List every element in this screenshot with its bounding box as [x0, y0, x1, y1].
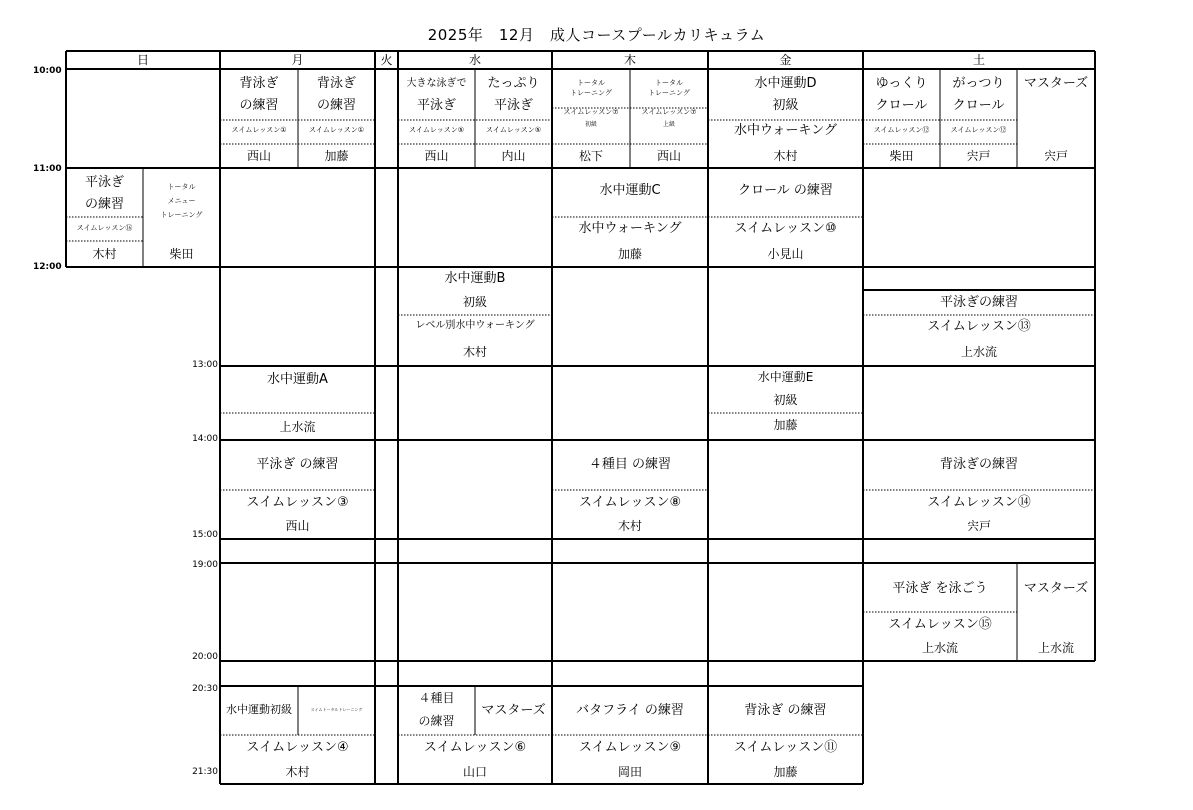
lesson-course: スイムレッスン⑧ — [578, 495, 682, 510]
lesson-course: スイムレッスン⑫ — [950, 126, 1007, 134]
lesson-title: 背泳ぎ — [239, 76, 279, 91]
lesson-teacher: 西山 — [285, 519, 310, 533]
lesson-title: がっつり — [952, 76, 1005, 91]
lesson-title-2: マスターズ — [481, 703, 546, 718]
lesson-teacher: 小見山 — [767, 247, 804, 261]
time-label: 15:00 — [192, 530, 218, 540]
lesson-course: スイムレッスン⑥ — [423, 740, 527, 755]
lesson-course: スイムレッスン⑤ — [408, 126, 465, 134]
time-label: 20:30 — [192, 684, 218, 694]
lesson-subtitle: トレーニング — [648, 89, 690, 97]
lesson-teacher: 木村 — [462, 345, 487, 359]
lesson-course: スイムレッスン④ — [246, 740, 349, 755]
lesson-teacher: 加藤 — [773, 418, 798, 432]
lesson-teacher: 柴田 — [169, 247, 194, 261]
lesson-title: 平泳ぎ — [84, 175, 124, 190]
lesson-title: ゆっくり — [875, 76, 928, 91]
lesson-title: 水中運動E — [757, 370, 814, 384]
day-header-mon: 月 — [291, 53, 304, 67]
lesson-course: 水中ウォーキング — [578, 221, 682, 236]
lesson-course: スイムレッスン⑦ — [641, 108, 697, 116]
lesson-teacher: 上水流 — [279, 420, 316, 434]
lesson-course: スイムレッスン① — [308, 126, 365, 134]
lesson-level: 上級 — [662, 121, 675, 128]
day-header-sat: 土 — [972, 53, 985, 67]
lesson-title: 水中運動D — [754, 76, 817, 91]
time-label: 12:00 — [33, 262, 62, 272]
lesson-course: スイムレッスン⑫ — [873, 126, 930, 134]
lesson-course: 水中ウォーキング — [733, 123, 838, 138]
lesson-title: トータル — [167, 183, 196, 191]
lesson-subtitle: トレーニング — [570, 89, 612, 97]
lesson-title: 水中運動A — [267, 372, 328, 387]
lesson-title: マスターズ — [1023, 76, 1089, 91]
lesson-teacher: 山口 — [462, 765, 487, 779]
lesson-subtitle: クロール — [875, 98, 928, 113]
lesson-teacher: 上水流 — [921, 641, 958, 655]
lesson-course: レベル別水中ウォーキング — [415, 320, 535, 331]
lesson-teacher: 加藤 — [617, 247, 642, 261]
lesson-title: 背泳ぎの練習 — [939, 457, 1018, 472]
day-header-sun: 日 — [136, 53, 149, 67]
lesson-subtitle: 初級 — [462, 295, 487, 309]
time-label: 10:00 — [33, 66, 62, 76]
lesson-subtitle: クロール — [952, 98, 1005, 113]
lesson-subtitle: の練習 — [418, 714, 455, 728]
lesson-title: 大きな泳ぎで — [406, 78, 467, 89]
time-label: 20:00 — [192, 652, 218, 662]
lesson-teacher: 西山 — [246, 149, 271, 163]
day-header-tue: 火 — [380, 53, 393, 67]
lesson-title: マスターズ — [1023, 581, 1089, 596]
lesson-course: スイムレッスン⑨ — [578, 740, 682, 755]
lesson-title: 平泳ぎの練習 — [939, 295, 1018, 310]
lesson-title: 平泳ぎ を泳ごう — [892, 581, 988, 596]
lesson-course: スイムレッスン⑪ — [733, 740, 838, 755]
lesson-teacher: 西山 — [656, 149, 681, 163]
day-header-fri: 金 — [779, 53, 792, 67]
page-title: 2025年 12月 成人コースプールカリキュラム — [427, 26, 766, 44]
lesson-teacher: 宍戸 — [966, 519, 991, 533]
lesson-teacher: 加藤 — [773, 765, 798, 779]
lesson-teacher: 木村 — [285, 765, 310, 779]
lesson-course: スイムレッスン① — [231, 126, 287, 134]
lesson-subtitle: スイムトータルトレーニング — [310, 707, 363, 712]
lesson-course: スイムレッスン③ — [246, 495, 349, 510]
lesson-title: 背泳ぎ の練習 — [744, 703, 827, 718]
lesson-title: 水中運動初級 — [226, 703, 292, 716]
lesson-teacher: 松下 — [578, 149, 603, 163]
lesson-course: スイムレッスン⑩ — [734, 221, 837, 236]
lesson-subtitle: の練習 — [239, 98, 279, 113]
lesson-course: スイムレッスン⑤ — [485, 126, 542, 134]
lesson-teacher: 上水流 — [1037, 641, 1074, 655]
lesson-title: 背泳ぎ — [316, 76, 356, 91]
lesson-subtitle: の練習 — [316, 98, 356, 113]
time-label: 21:30 — [192, 767, 218, 777]
lesson-course: スイムレッスン⑮ — [888, 617, 992, 632]
lesson-level: 初級 — [584, 121, 597, 128]
day-header-thu: 木 — [623, 53, 636, 67]
lesson-title: 水中運動B — [444, 271, 506, 286]
lesson-subtitle-2: トレーニング — [160, 211, 203, 219]
lesson-course: スイムレッスン⑬ — [927, 319, 1031, 334]
lesson-title: ４種目 の練習 — [588, 457, 672, 472]
lesson-teacher: 木村 — [92, 247, 117, 261]
lesson-teacher: 柴田 — [889, 149, 914, 163]
lesson-title: バタフライ の練習 — [576, 703, 684, 718]
time-label: 19:00 — [192, 560, 218, 570]
lesson-teacher: 西山 — [424, 149, 449, 163]
lesson-title: トータル — [577, 79, 605, 87]
time-label: 14:00 — [192, 434, 218, 444]
lesson-title: たっぷり — [487, 76, 540, 91]
lesson-course: スイムレッスン⑯ — [76, 224, 133, 232]
lesson-title: クロール の練習 — [738, 183, 833, 198]
lesson-subtitle: メニュー — [167, 197, 196, 205]
time-label: 11:00 — [33, 164, 62, 174]
lesson-subtitle: 平泳ぎ — [416, 98, 456, 113]
lesson-teacher: 木村 — [617, 519, 642, 533]
lesson-teacher: 上水流 — [960, 345, 997, 359]
lesson-subtitle: 平泳ぎ — [493, 98, 533, 113]
lesson-teacher: 内山 — [501, 149, 526, 163]
lesson-title: ４種目 — [418, 691, 455, 705]
lesson-title: トータル — [655, 79, 683, 87]
lesson-title: 平泳ぎ の練習 — [256, 457, 339, 472]
day-header-wed: 水 — [468, 53, 481, 67]
lesson-course: スイムレッスン⑦ — [563, 108, 619, 116]
lesson-subtitle: 初級 — [773, 393, 798, 407]
lesson-teacher: 宍戸 — [966, 149, 991, 163]
lesson-teacher: 木村 — [773, 149, 798, 163]
lesson-title: 水中運動C — [599, 183, 661, 198]
lesson-teacher: 岡田 — [617, 765, 642, 779]
lesson-teacher: 宍戸 — [1043, 149, 1068, 163]
lesson-subtitle: の練習 — [84, 197, 124, 212]
lesson-subtitle: 初級 — [772, 98, 799, 113]
time-label: 13:00 — [192, 360, 218, 370]
lesson-teacher: 加藤 — [324, 149, 349, 163]
lesson-course: スイムレッスン⑭ — [927, 495, 1031, 510]
